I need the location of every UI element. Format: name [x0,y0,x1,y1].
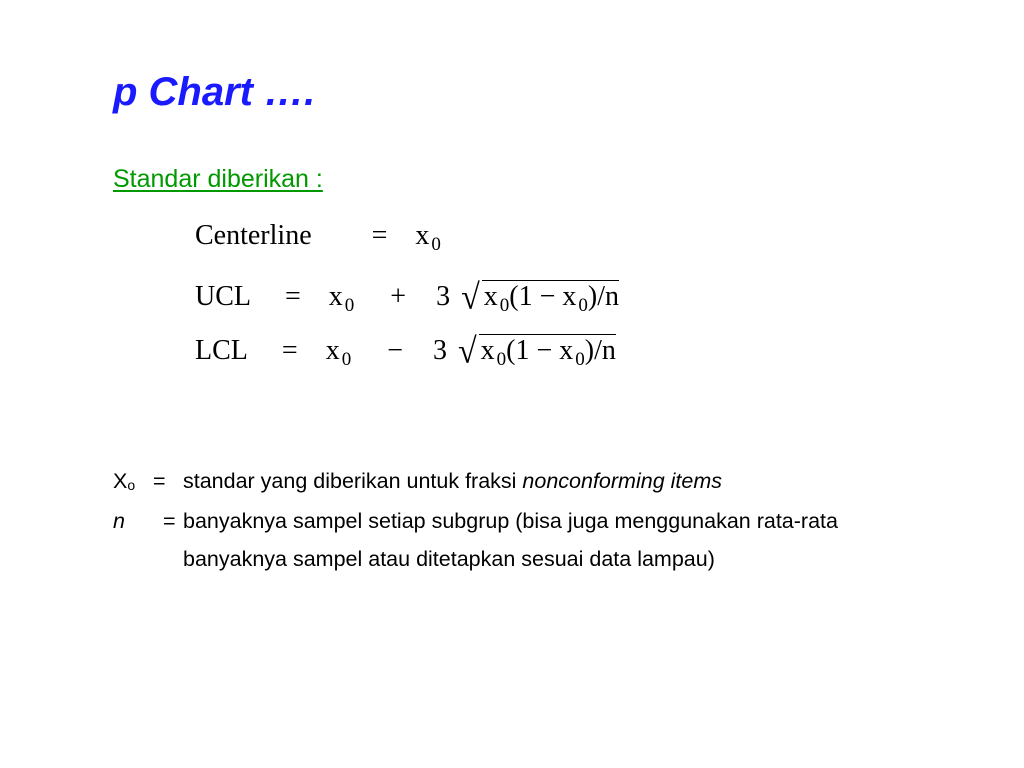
ucl-rad-sub2: 0 [578,295,588,316]
centerline-label: Centerline [195,220,312,251]
definitions-block [113,462,943,578]
definition-n [113,502,943,578]
lcl-rad-sub1: 0 [496,349,507,370]
ucl-label: UCL [195,281,251,312]
slide-subtitle: Standar diberikan : [113,165,323,193]
lcl-rad-tail: )/n [584,335,616,366]
lcl-rad-var1: x [480,335,495,366]
definition-equals: = [153,469,166,493]
ucl-rad-sub1: 0 [499,295,510,316]
definition-symbol [113,462,153,502]
lcl-rad-mid: (1 − [506,335,553,366]
centerline-var: x [415,220,430,251]
lcl-operator: − [387,335,403,366]
lcl-rad-var2: x [559,335,574,366]
definition-equals: = [163,509,176,533]
lcl-label: LCL [195,335,248,366]
slide-title: p Chart …. [113,70,316,114]
ucl-equals: = [285,281,301,312]
ucl-var-sub: 0 [344,295,355,316]
lcl-coefficient: 3 [432,335,447,366]
sqrt-icon: √ [461,278,480,317]
definition-text-italic: nonconforming items [522,469,722,493]
lcl-equals: = [281,335,298,366]
lcl-radicand [479,334,616,370]
lcl-var: x [325,335,340,366]
definition-symbol-base: X [113,469,128,493]
ucl-coefficient: 3 [436,281,451,312]
sqrt-icon: √ [457,332,477,371]
centerline-formula [195,222,441,262]
lcl-var-sub: 0 [341,349,352,370]
ucl-rad-mid: (1 − [509,281,556,312]
centerline-var-sub: 0 [431,234,441,255]
ucl-radicand [482,280,619,316]
ucl-rad-tail: )/n [587,281,619,312]
definition-text: banyaknya sampel setiap subgrup (bisa juga menggunakan rata-rata banyaknya sampel atau ditetapkan sesuai data lampau) [183,509,838,571]
definition-symbol-sub: o [127,477,136,493]
definition-text [183,462,943,500]
ucl-rad-var1: x [483,281,498,312]
definition-symbol-base: n [113,509,125,533]
lcl-rad-sub2: 0 [575,349,585,370]
definition-text-plain: standar yang diberikan untuk fraksi [183,469,523,493]
ucl-operator: + [390,281,407,312]
ucl-rad-var2: x [562,281,577,312]
ucl-formula [195,278,619,318]
definition-symbol [113,502,153,540]
ucl-var: x [328,281,343,312]
lcl-formula [195,332,616,372]
centerline-equals: = [371,220,388,251]
definition-xo [113,462,943,502]
